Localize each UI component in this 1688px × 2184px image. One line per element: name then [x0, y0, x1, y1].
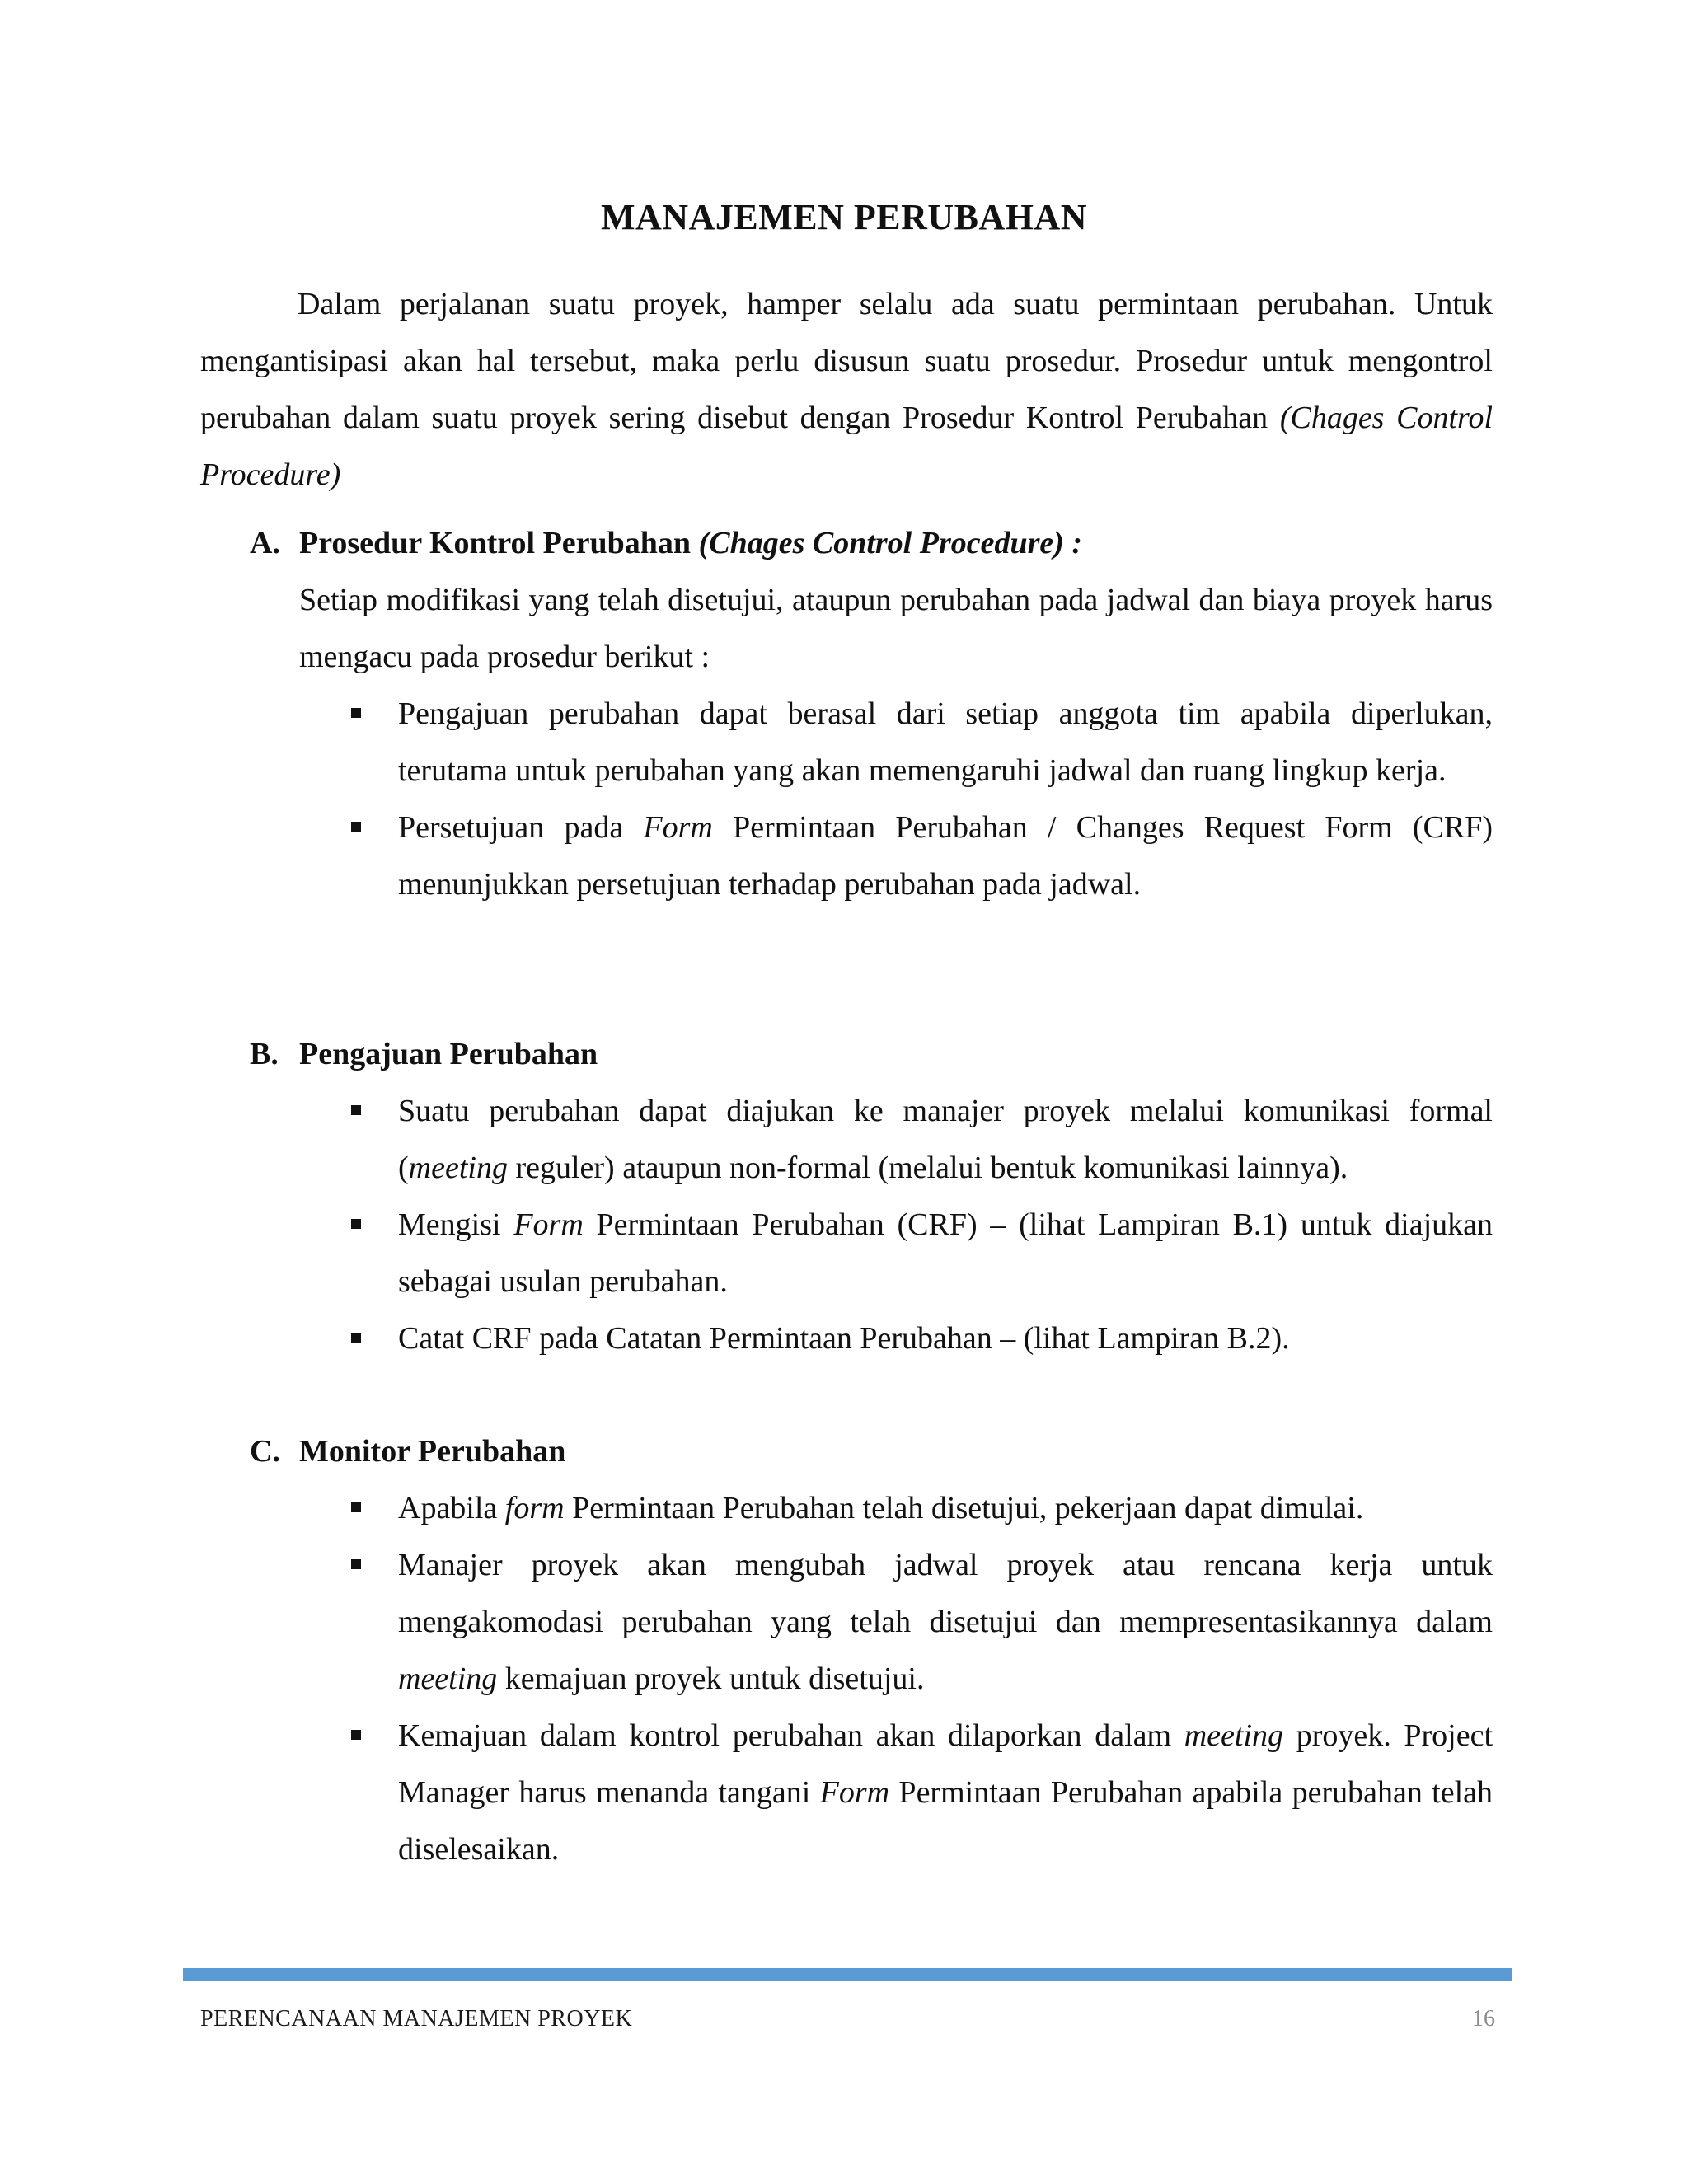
list-item-text: Permintaan Perubahan apabila perubahan telah diselesaikan. [398, 1775, 1493, 1867]
list-item [349, 799, 1493, 913]
list-item-text: Suatu perubahan dapat diajukan ke manajer proyek melalui komunikasi formal ( [398, 1094, 1493, 1185]
section-b-title: Pengajuan Perubahan [299, 1037, 598, 1071]
list-item-text: Persetujuan pada [398, 810, 644, 845]
footer-title: PERENCANAAN MANAJEMEN PROYEK [200, 2006, 633, 2032]
section-a-title: Prosedur Kontrol Perubahan [299, 526, 699, 560]
list-item [349, 1480, 1493, 1537]
list-item [349, 1197, 1493, 1310]
list-item-text: Catat CRF pada Catatan Permintaan Perubahan – (lihat Lampiran B.2). [398, 1321, 1290, 1356]
list-item [349, 1083, 1493, 1197]
section-b-list [349, 1083, 1493, 1367]
list-item-text: kemajuan proyek untuk disetujui. [497, 1661, 925, 1696]
page-title: MANAJEMEN PERUBAHAN [600, 197, 1088, 237]
square-bullet-icon [351, 1559, 361, 1569]
list-item-italic: Form [819, 1775, 890, 1810]
list-item-italic: Form [513, 1207, 584, 1242]
list-item-italic: form [504, 1491, 565, 1526]
section-c-title: Monitor Perubahan [299, 1434, 566, 1469]
square-bullet-icon [351, 822, 361, 832]
list-item-text: Kemajuan dalam kontrol perubahan akan dilaporkan dalam [398, 1718, 1184, 1753]
section-a-title-italic: (Chages Control Procedure) : [698, 526, 1083, 560]
square-bullet-icon [351, 1219, 361, 1229]
list-item-text: Mengisi [398, 1207, 514, 1242]
list-item-italic: meeting [398, 1661, 498, 1696]
section-c-letter: C. [250, 1434, 280, 1469]
intro-italic: (Chages Control Procedure) [200, 401, 1493, 492]
list-item-italic: meeting [408, 1151, 508, 1185]
list-item-text: Manajer proyek akan mengubah jadwal proyek atau rencana kerja untuk mengakomodasi perubahan yang telah disetujui dan mempresentasikannya dalam [398, 1548, 1493, 1639]
section-b-heading [250, 1026, 598, 1083]
list-item-text: Permintaan Perubahan / Changes Request Form (CRF) menunjukkan persetujuan terhadap perubahan pada jadwal. [398, 810, 1493, 902]
section-a-paragraph: Setiap modifikasi yang telah disetujui, ataupun perubahan pada jadwal dan biaya proyek harus mengacu pada prosedur berikut : [299, 583, 1493, 674]
square-bullet-icon [351, 1333, 361, 1343]
list-item-text: proyek. Project Manager harus menanda tangani [398, 1718, 1493, 1810]
list-item-text: reguler) ataupun non-formal (melalui bentuk komunikasi lainnya). [507, 1151, 1348, 1185]
list-item [349, 1310, 1493, 1367]
list-item-text: Apabila [398, 1491, 505, 1526]
list-item [349, 686, 1493, 799]
list-item [349, 1708, 1493, 1878]
intro-text: Dalam perjalanan suatu proyek, hamper selalu ada suatu permintaan perubahan. Untuk mengantisipasi akan hal tersebut, maka perlu disusun suatu prosedur. Prosedur untuk mengontrol perubahan dalam suatu proyek sering disebut dengan Prosedur Kontrol Perubahan [200, 287, 1493, 435]
intro-paragraph [200, 276, 1493, 504]
square-bullet-icon [351, 1105, 361, 1115]
section-c-heading [250, 1423, 565, 1480]
list-item-text: Permintaan Perubahan (CRF) – (lihat Lampiran B.1) untuk diajukan sebagai usulan perubahan. [398, 1207, 1493, 1299]
list-item-text: Permintaan Perubahan telah disetujui, pekerjaan dapat dimulai. [564, 1491, 1364, 1526]
section-a-heading [250, 515, 1082, 572]
list-item-italic: Form [643, 810, 713, 845]
list-item [349, 1537, 1493, 1708]
section-a-letter: A. [250, 526, 280, 560]
list-item-text: Pengajuan perubahan dapat berasal dari setiap anggota tim apabila diperlukan, terutama untuk perubahan yang akan memengaruhi jadwal dan ruang lingkup kerja. [398, 696, 1493, 788]
section-b-letter: B. [250, 1037, 279, 1071]
square-bullet-icon [351, 1730, 361, 1740]
square-bullet-icon [351, 1502, 361, 1512]
footer-rule [183, 1968, 1512, 1981]
section-c-list [349, 1480, 1493, 1878]
section-a-list [349, 686, 1493, 913]
square-bullet-icon [351, 708, 361, 718]
page-number: 16 [1472, 2006, 1495, 2032]
list-item-italic: meeting [1184, 1718, 1284, 1753]
